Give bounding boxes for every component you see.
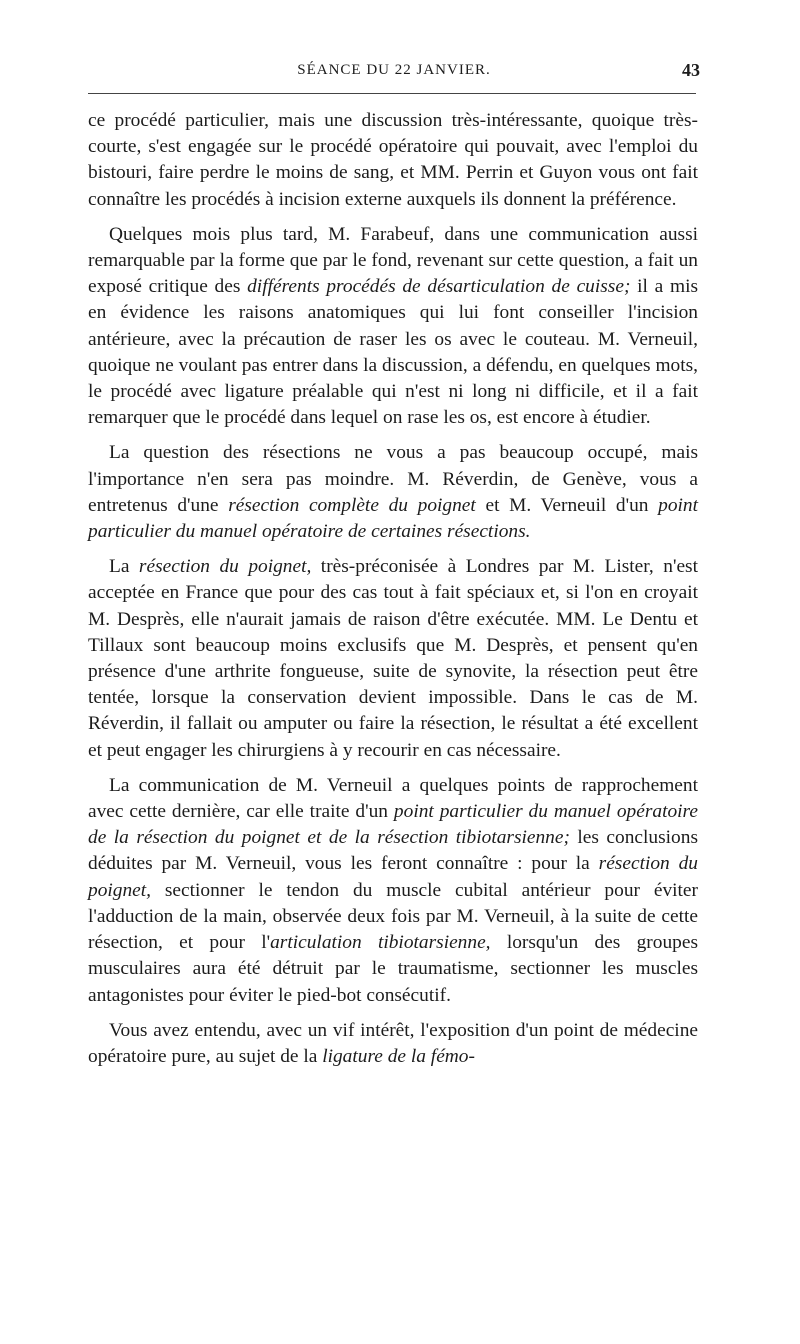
text-run: La question des résections ne vous a pas beaucoup occupé, mais l'importance n'en sera pas moindre. M. Réverdin, de Genève, vous a entretenus d'une <box>88 442 698 516</box>
italic-text: différents procédés de désarticulation de cuisse; <box>247 276 631 298</box>
text-run: ce procédé particulier, mais une discussion très-intéressante, quoique très-courte, s'est engagée sur le procédé opératoire qui pouvait, avec l'emploi du bistouri, faire perdre le moins de sang, et MM. Perrin et Guyon vous ont fait connaître les procédés à incision externe auxquels ils donnent la préférence. <box>88 110 698 210</box>
italic-text: articulation tibiotarsienne, <box>270 932 491 954</box>
running-title: SÉANCE DU 22 JANVIER. <box>297 62 491 78</box>
body-text <box>88 108 698 1079</box>
header-rule <box>88 93 696 94</box>
paragraph <box>88 440 698 545</box>
paragraph <box>88 1018 698 1070</box>
paragraph <box>88 108 698 213</box>
text-run: et M. Verneuil d'un <box>475 494 659 516</box>
text-run: lorsqu'un des groupes musculaires aura été détruit par le traumatisme, sectionner les muscles antagonistes pour éviter le pied-bot consécutif. <box>88 932 698 1006</box>
page-number: 43 <box>682 60 700 80</box>
paragraph <box>88 773 698 1009</box>
italic-text: ligature de la fémo- <box>322 1045 475 1067</box>
italic-text: résection du poignet, <box>138 556 312 578</box>
text-run: très-préconisée à Londres par M. Lister, n'est acceptée en France que pour des cas tout à fait spéciaux et, si l'on en croyait M. Desprès, elle n'aurait jamais de raison d'être exécutée. MM. Le Dentu et Tillaux sont beaucoup moins exclusifs que M. Desprès, et pensent qu'en présence d'une arthrite fongueuse, suite de synovite, la résection peut être tentée, lorsque la conservation devient impossible. Dans le cas de M. Réverdin, il fallait ou amputer ou faire la résection, le résultat a été excellent et peut engager les chirurgiens à y recourir en cas nécessaire. <box>88 556 698 761</box>
text-run: La <box>109 556 139 578</box>
paragraph <box>88 222 698 432</box>
paragraph <box>88 554 698 764</box>
italic-text: résection du poignet, <box>88 853 698 901</box>
text-run: Vous avez entendu, avec un vif intérêt, l'exposition d'un point de médecine opératoire pure, au sujet de la <box>88 1019 698 1067</box>
text-run: sectionner le tendon du muscle cubital antérieur pour éviter l'adduction de la main, observée deux fois par M. Verneuil, à la suite de cette résection, et pour l' <box>88 879 698 954</box>
page-header <box>88 62 700 84</box>
italic-text: point particulier du manuel opératoire de la résection du poignet et de la résection tibiotarsienne; <box>88 801 698 849</box>
text-run: les conclusions déduites par M. Verneuil, vous les feront connaître : pour la <box>88 827 698 875</box>
text-run: La communication de M. Verneuil a quelques points de rapprochement avec cette dernière, car elle traite d'un <box>88 774 698 823</box>
text-run: il a mis en évidence les raisons anatomiques qui lui font conseiller l'incision antérieure, avec la précaution de raser les os avec le couteau. M. Verneuil, quoique ne voulant pas entrer dans la discussion, a défendu, en quelques mots, le procédé avec ligature préalable qui n'est ni long ni difficile, et il a fait remarquer que le procédé dans lequel on rase les os, est encore à étudier. <box>88 276 698 429</box>
italic-text: point particulier du manuel opératoire de certaines résections. <box>88 494 698 543</box>
text-run: Quelques mois plus tard, M. Farabeuf, dans une communication aussi remarquable par la forme que par le fond, revenant sur cette question, a fait un exposé critique des <box>88 223 698 298</box>
italic-text: résection complète du poignet <box>228 494 476 516</box>
